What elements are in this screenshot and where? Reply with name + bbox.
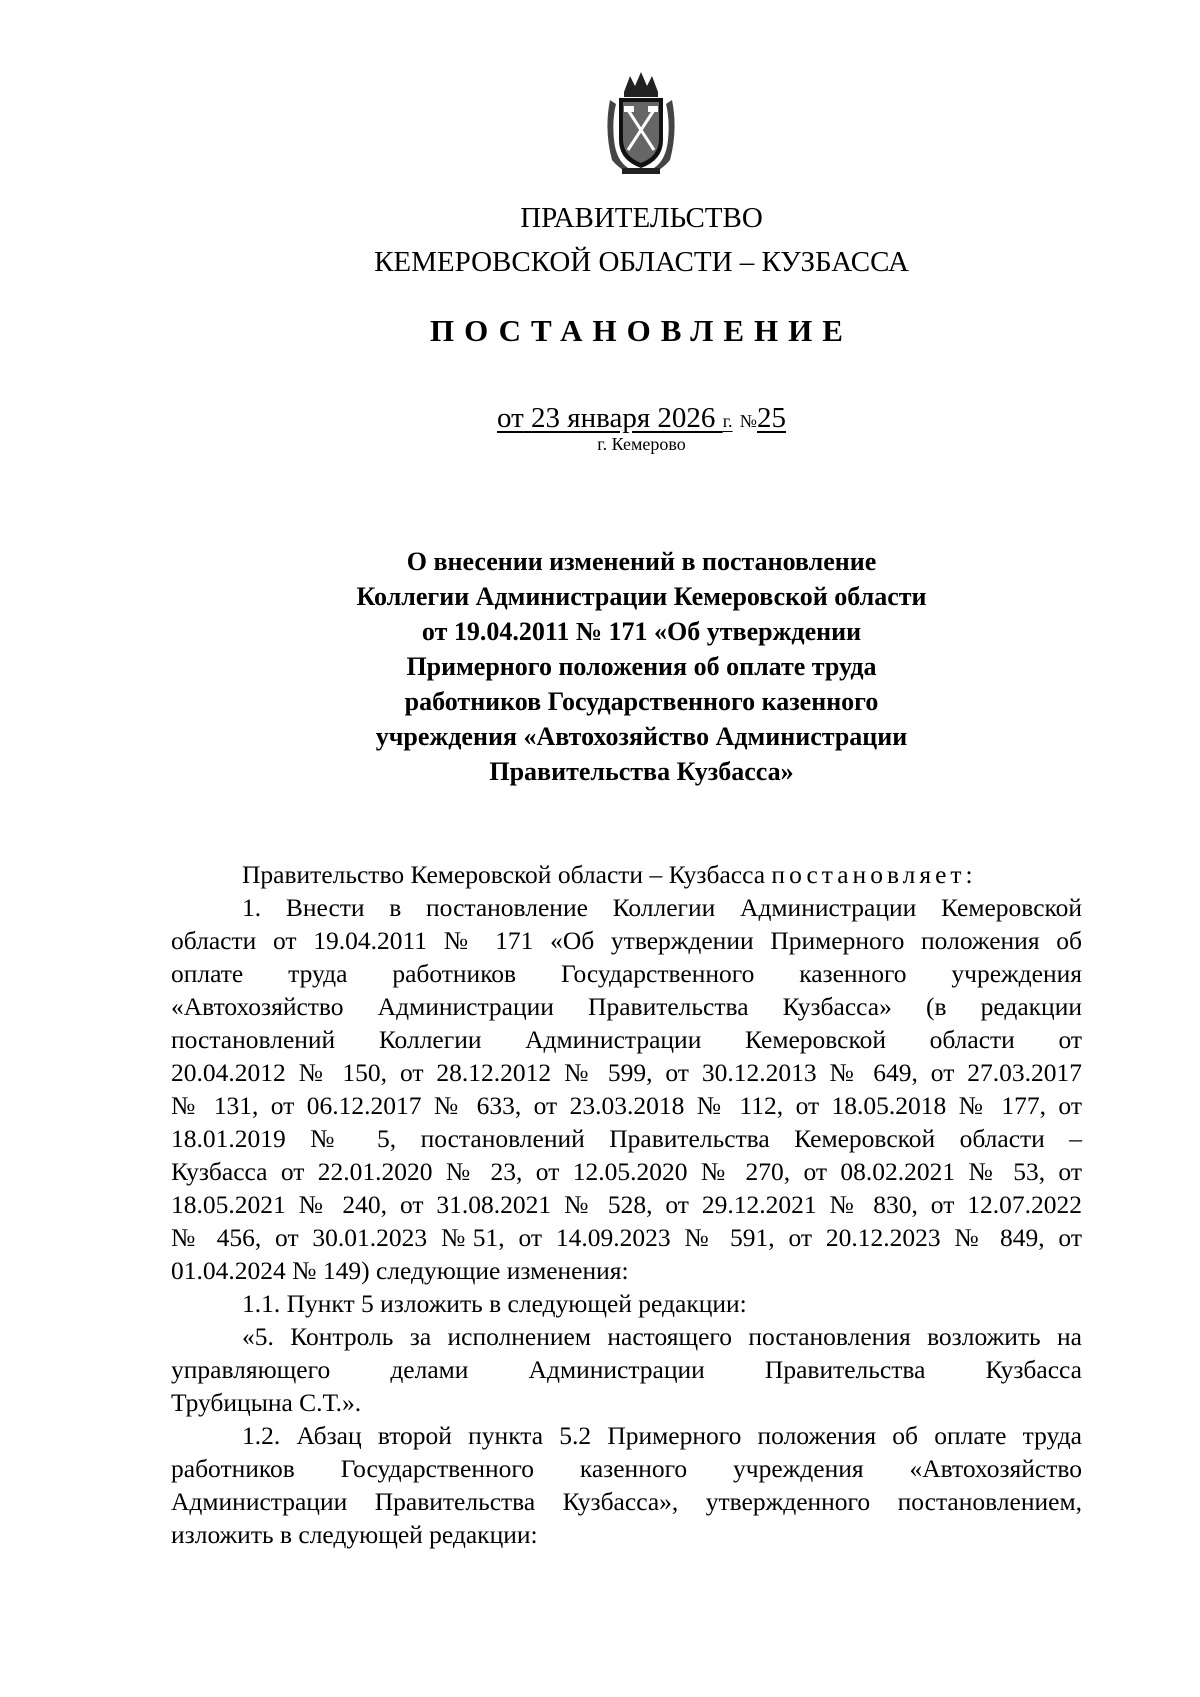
number-sign: № bbox=[739, 411, 757, 431]
paragraph-line: 18.01.2019 № 5, постановлений Правительства Кемеровской области – bbox=[171, 1124, 1082, 1153]
document-type-heading: ПОСТАНОВЛЕНИЕ bbox=[430, 313, 853, 348]
paragraph-line: 1.2. Абзац второй пункта 5.2 Примерного положения об оплате труда bbox=[242, 1421, 1082, 1450]
title-line: Правительства Кузбасса» bbox=[489, 757, 794, 786]
paragraph-line: Администрации Правительства Кузбасса», утвержденного постановлением, bbox=[171, 1487, 1082, 1516]
government-name-line2: КЕМЕРОВСКОЙ ОБЛАСТИ – КУЗБАССА bbox=[374, 246, 909, 278]
paragraph-line: Кузбасса от 22.01.2020 № 23, от 12.05.2020 № 270, от 08.02.2021 № 53, от bbox=[171, 1157, 1082, 1186]
paragraph-line: «Автохозяйство Администрации Правительства Кузбасса» (в редакции bbox=[171, 992, 1082, 1021]
paragraph-line: области от 19.04.2011 № 171 «Об утверждении Примерного положения об bbox=[171, 926, 1082, 955]
year-suffix: г. bbox=[722, 411, 733, 431]
paragraph-line: оплате труда работников Государственного казенного учреждения bbox=[171, 959, 1082, 988]
paragraph-line: 01.04.2024 № 149) следующие изменения: bbox=[171, 1256, 629, 1285]
title-line: учреждения «Автохозяйство Администрации bbox=[375, 722, 908, 751]
paragraph-1-1: 1.1. Пункт 5 изложить в следующей редакции: bbox=[242, 1289, 747, 1318]
title-line: от 19.04.2011 № 171 «Об утверждении bbox=[421, 617, 862, 646]
document-title bbox=[230, 544, 1053, 789]
document-number: 25 bbox=[756, 402, 786, 434]
paragraph-line: № 456, от 30.01.2023 №51, от 14.09.2023 № 591, от 20.12.2023 № 849, от bbox=[171, 1223, 1082, 1252]
title-line: Примерного положения об оплате труда bbox=[406, 652, 877, 681]
paragraph-line: «5. Контроль за исполнением настоящего постановления возложить на bbox=[242, 1322, 1082, 1351]
paragraph-1-2 bbox=[171, 1419, 1082, 1551]
paragraph-line: 20.04.2012 № 150, от 28.12.2012 № 599, от 30.12.2013 № 649, от 27.03.2017 bbox=[171, 1058, 1082, 1087]
preamble-verb: постановляет: bbox=[771, 860, 977, 889]
title-line: Коллегии Администрации Кемеровской области bbox=[356, 582, 927, 611]
title-line: О внесении изменений в постановление bbox=[406, 547, 877, 576]
paragraph-line: изложить в следующей редакции: bbox=[171, 1520, 538, 1549]
coat-of-arms-icon bbox=[602, 70, 680, 178]
title-line: работников Государственного казенного bbox=[404, 687, 879, 716]
paragraph-line: работников Государственного казенного учреждения «Автохозяйство bbox=[171, 1454, 1082, 1483]
government-name-line1: ПРАВИТЕЛЬСТВО bbox=[520, 202, 763, 234]
document-body bbox=[171, 858, 1082, 1551]
paragraph-line: 1. Внести в постановление Коллегии Администрации Кемеровской bbox=[242, 893, 1082, 922]
paragraph-line: постановлений Коллегии Администрации Кемеровской области от bbox=[171, 1025, 1082, 1054]
paragraph-line: № 131, от 06.12.2017 № 633, от 23.03.2018 № 112, от 18.05.2018 № 177, от bbox=[171, 1091, 1082, 1120]
paragraph-1 bbox=[171, 891, 1082, 1287]
city-name: г. Кемерово bbox=[597, 434, 686, 454]
date-prefix: от bbox=[497, 402, 524, 434]
document-date: 23 января 2026 bbox=[531, 402, 716, 434]
preamble-text: Правительство Кемеровской области – Кузбасса bbox=[242, 860, 766, 889]
paragraph-line: Трубицына С.Т.». bbox=[171, 1388, 362, 1417]
paragraph-line: управляющего делами Администрации Правительства Кузбасса bbox=[171, 1355, 1082, 1384]
paragraph-line: 18.05.2021 № 240, от 31.08.2021 № 528, от 29.12.2021 № 830, от 12.07.2022 bbox=[171, 1190, 1082, 1219]
preamble-paragraph bbox=[171, 858, 1082, 891]
paragraph-1-1-quote bbox=[171, 1320, 1082, 1419]
